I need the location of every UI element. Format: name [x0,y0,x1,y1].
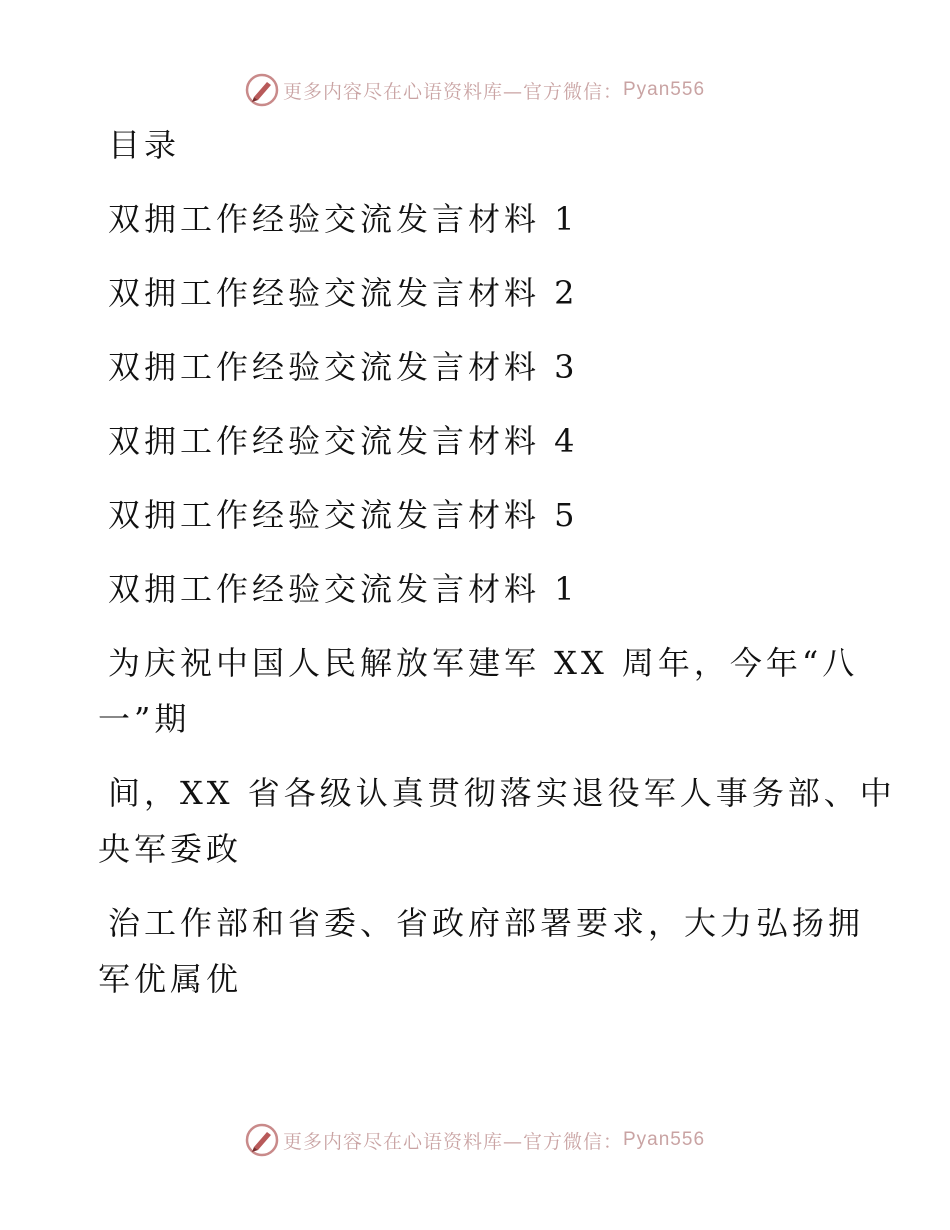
toc-title: 目录 [108,126,181,164]
section-heading: 双拥工作经验交流发言材料 1 [108,570,579,608]
paragraph-line: 央军委政 [98,830,243,868]
paragraph-line: 治工作部和省委、省政府部署要求，大力弘扬拥 [108,904,865,942]
toc-item: 双拥工作经验交流发言材料 3 [108,348,579,386]
document-body [98,118,896,998]
footer-banner [0,1120,950,1160]
toc-item: 双拥工作经验交流发言材料 4 [108,422,579,460]
paragraph-line: 间，XX 省各级认真贯彻落实退役军人事务部、中 [108,774,896,812]
paragraph-line: 为庆祝中国人民解放军建军 XX 周年，今年“八 [108,644,859,682]
pen-logo-icon [245,1123,279,1157]
toc-item: 双拥工作经验交流发言材料 1 [108,200,579,238]
banner-text: 更多内容尽在心语资料库—官方微信： [282,1130,623,1153]
toc-item: 双拥工作经验交流发言材料 5 [108,496,579,534]
banner-wechat-id: Pyan556 [623,1129,706,1150]
toc-item: 双拥工作经验交流发言材料 2 [108,274,579,312]
banner-wechat-id: Pyan556 [623,79,706,100]
paragraph-line: 一”期 [98,700,191,738]
banner-text: 更多内容尽在心语资料库—官方微信： [282,80,623,103]
header-banner [0,70,950,110]
paragraph-line: 军优属优 [98,960,243,998]
pen-logo-icon [245,73,279,107]
